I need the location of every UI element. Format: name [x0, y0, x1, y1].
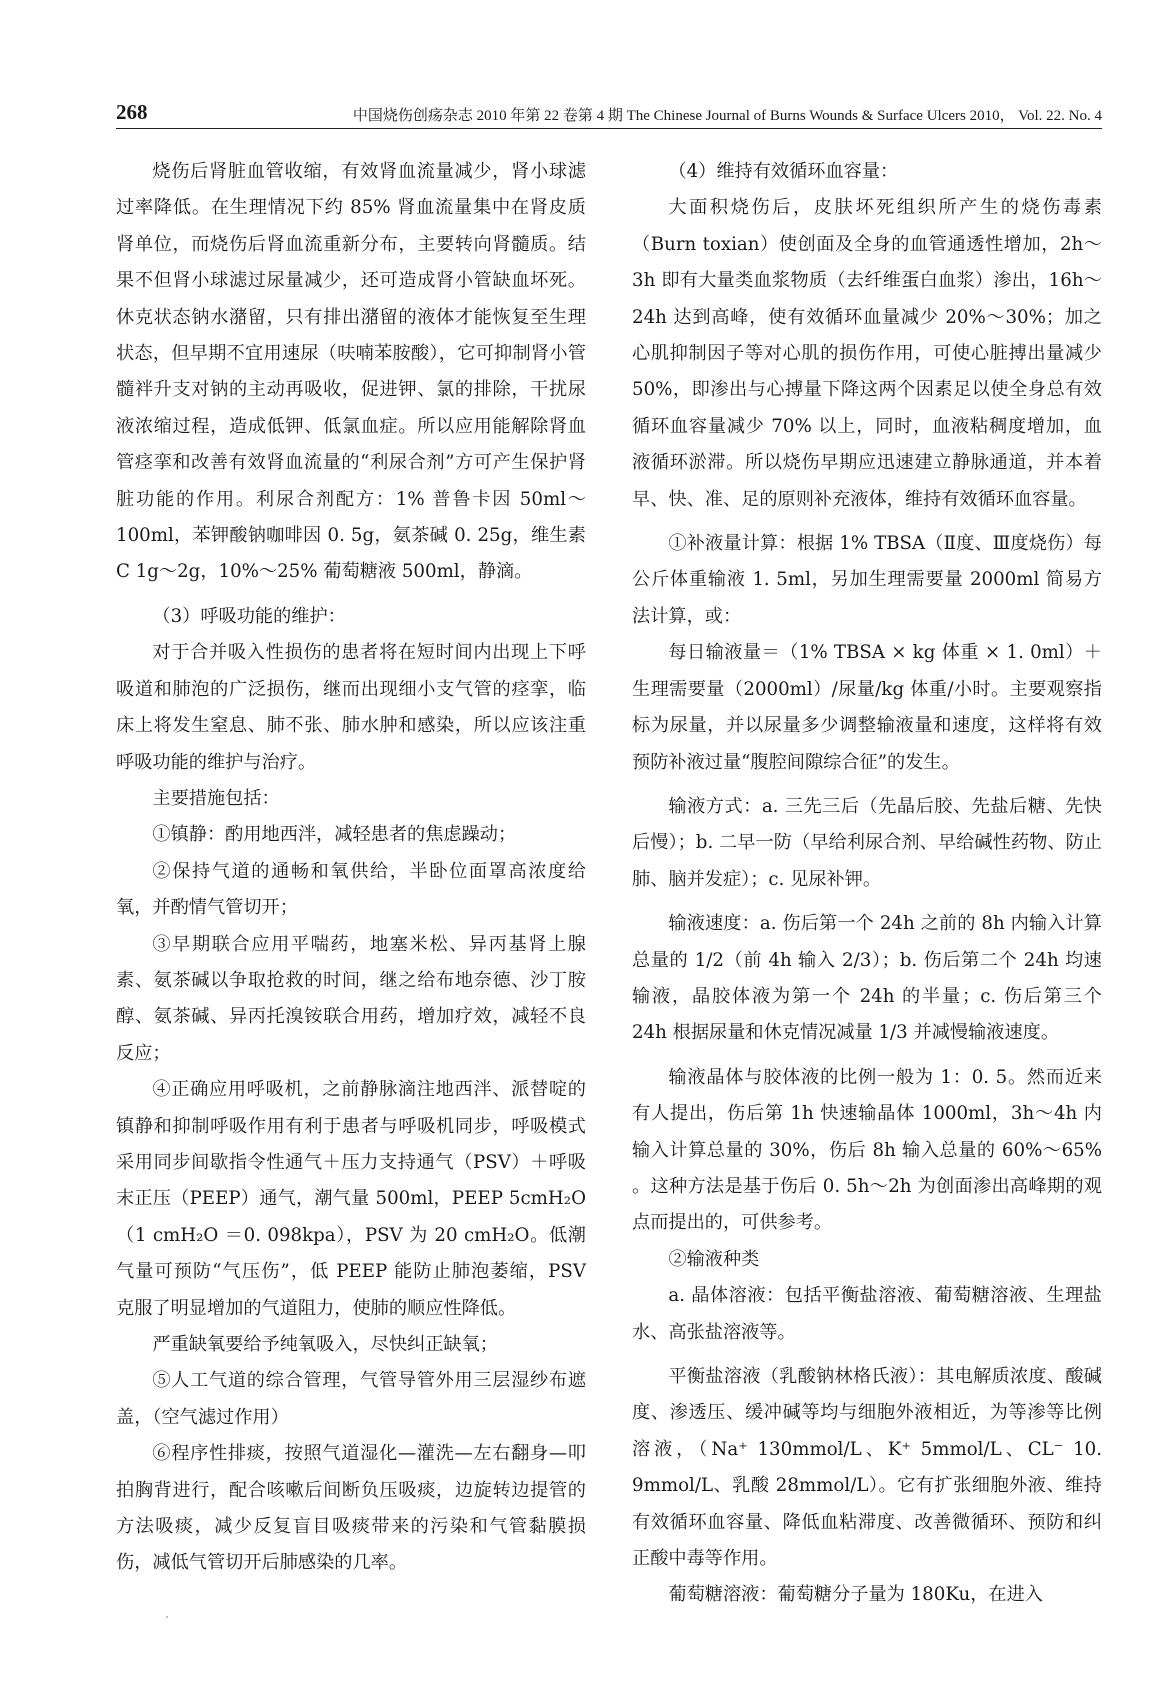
section-heading: （4）维持有效循环血容量：: [668, 161, 899, 182]
list-item: ②保持气道的通畅和氧供给，半卧位面罩高浓度给氧，并酌情气管切开；: [116, 860, 586, 919]
paragraph: 主要措施包括：: [152, 787, 280, 809]
section-heading: （3）呼吸功能的维护：: [152, 605, 346, 627]
list-item: ④正确应用呼吸机，之前静脉滴注地西泮、派替啶的镇静和抑制呼吸作用有利于患者与呼吸机同步，呼吸模式采用同步间歇指令性通气＋压力支持通气（PSV）＋呼吸末正压（PEEP）通气，潮气量 500ml，PEEP 5cmH₂O（1 cmH₂O ＝0. 098kpa），PSV 为 20 cmH₂O。低潮气量可预防“气压伤”，低 PEEP 能防止肺泡萎缩，PSV 克服了明显增加的气道阻力，使肺的顺应性降低。: [116, 1079, 586, 1319]
paragraph: 输液晶体与胶体液的比例一般为 1：0. 5。然而近来有人提出，伤后第 1h 快速输晶体 1000ml，3h～4h 内输入计算总量的 30%，伤后 8h 输入总量的 60%～65% 。这种方法是基于伤后 0. 5h～2h 为创面渗出高峰期的观点而提出的，可供参考。: [632, 1066, 1102, 1234]
paragraph: 烧伤后肾脏血管收缩，有效肾血流量减少，肾小球滤过率降低。在生理情况下约 85% 肾血流量集中在肾皮质肾单位，而烧伤后肾血流重新分布，主要转向肾髓质。结果不但肾小球滤过尿量减少，还可造成肾小管缺血坏死。休克状态钠水潴留，只有排出潴留的液体才能恢复至生理状态，但早期不宜用速尿（呋喃苯胺酸），它可抑制肾小管髓袢升支对钠的主动再吸收，促进钾、氯的排除，干扰尿液浓缩过程，造成低钾、低氯血症。所以应用能解除肾血管痉挛和改善有效肾血流量的“利尿合剂”方可产生保护肾脏功能的作用。利尿合剂配方：1% 普鲁卡因 50ml～100ml，苯钾酸钠咖啡因 0. 5g，氨茶碱 0. 25g，维生素 C 1g～2g，10%～25% 葡萄糖液 500ml，静滴。: [116, 161, 586, 583]
list-item: ⑥程序性排痰，按照气道湿化—灌洗—左右翻身—叩拍胸背进行，配合咳嗽后间断负压吸痰，边旋转边提管的方法吸痰，减少反复盲目吸痰带来的污染和气管黏膜损伤，减低气管切开后肺感染的几率。: [116, 1443, 586, 1574]
paragraph: a. 晶体溶液：包括平衡盐溶液、葡萄糖溶液、生理盐水、高张盐溶液等。: [632, 1285, 1102, 1343]
list-item: ②输液种类: [668, 1248, 760, 1270]
paragraph: 大面积烧伤后，皮肤坏死组织所产生的烧伤毒素（Burn toxian）使创面及全身的血管通透性增加，2h～3h 即有大量类血浆物质（去纤维蛋白血浆）渗出，16h～24h 达到高峰，使有效循环血量减少 20%～30%；加之心肌抑制因子等对心肌的损伤作用，可使心脏搏出量减少 50%，即渗出与心搏量下降这两个因素足以使全身总有效循环血容量减少 70% 以上，同时，血液粘稠度增加，血液循环淤滞。所以烧伤早期应迅速建立静脉通道，并本着早、快、准、足的原则补充液体，维持有效循环血容量。: [632, 197, 1102, 510]
left-column: [116, 154, 586, 1582]
list-item: ③早期联合应用平喘药，地塞米松、异丙基肾上腺素、氨茶碱以争取抢救的时间，继之给布地奈德、沙丁胺醇、氨茶碱、异丙托溴铵联合用药，增加疗效，减轻不良反应；: [116, 933, 586, 1064]
scan-speck: [166, 1616, 168, 1618]
header-rule: [116, 128, 1102, 129]
page-number: 268: [116, 100, 148, 124]
list-item: ①补液量计算：根据 1% TBSA（Ⅱ度、Ⅲ度烧伤）每公斤体重输液 1. 5ml，另加生理需要量 2000ml 简易方法计算，或：: [632, 533, 1102, 627]
paragraph: 对于合并吸入性损伤的患者将在短时间内出现上下呼吸道和肺泡的广泛损伤，继而出现细小支气管的痉挛，临床上将发生窒息、肺不张、肺水肿和感染，所以应该注重呼吸功能的维护与治疗。: [116, 642, 586, 773]
running-head: 中国烧伤创疡杂志 2010 年第 22 卷第 4 期 The Chinese Journal of Burns Wounds & Surface Ulcers 2010， Vol. 22. No. 4: [352, 108, 1102, 124]
paragraph: 平衡盐溶液（乳酸钠林格氏液）：其电解质浓度、酸碱度、渗透压、缓冲碱等均与细胞外液相近，为等渗等比例溶液，（Na⁺ 130mmol/L、K⁺ 5mmol/L、CL⁻ 10. 9mmol/L、乳酸 28mmol/L）。它有扩张细胞外液、维持有效循环血容量、降低血粘滞度、改善微循环、预防和纠正酸中毒等作用。: [632, 1366, 1102, 1570]
paragraph: 严重缺氧要给予纯氧吸入，尽快纠正缺氧；: [152, 1334, 498, 1355]
list-item: ⑤人工气道的综合管理，气管导管外用三层湿纱布遮盖，（空气滤过作用）: [116, 1370, 586, 1428]
paragraph: 输液速度：a. 伤后第一个 24h 之前的 8h 内输入计算总量的 1/2（前 4h 输入 2/3）；b. 伤后第二个 24h 均速输液，晶胶体液为第一个 24h 的半量；c. 伤后第三个 24h 根据尿量和休克情况减量 1/3 并减慢输液速度。: [632, 913, 1102, 1044]
list-item: ①镇静：酌用地西泮，减轻患者的焦虑躁动；: [152, 824, 517, 846]
paragraph: 葡萄糖溶液：葡萄糖分子量为 180Ku，在进入: [668, 1584, 1043, 1606]
right-column: [632, 154, 1102, 1614]
paragraph: 输液方式：a. 三先三后（先晶后胶、先盐后糖、先快后慢）；b. 二早一防（早给利尿合剂、早给碱性药物、防止肺、脑并发症）；c. 见尿补钾。: [632, 795, 1102, 890]
page-header: [116, 100, 1102, 130]
formula-paragraph: 每日输液量＝（1% TBSA × kg 体重 × 1. 0ml）＋ 生理需要量（2000ml）/尿量/kg 体重/小时。主要观察指标为尿量，并以尿量多少调整输液量和速度，这样将有效预防补液过量“腹腔间隙综合征”的发生。: [632, 642, 1102, 773]
